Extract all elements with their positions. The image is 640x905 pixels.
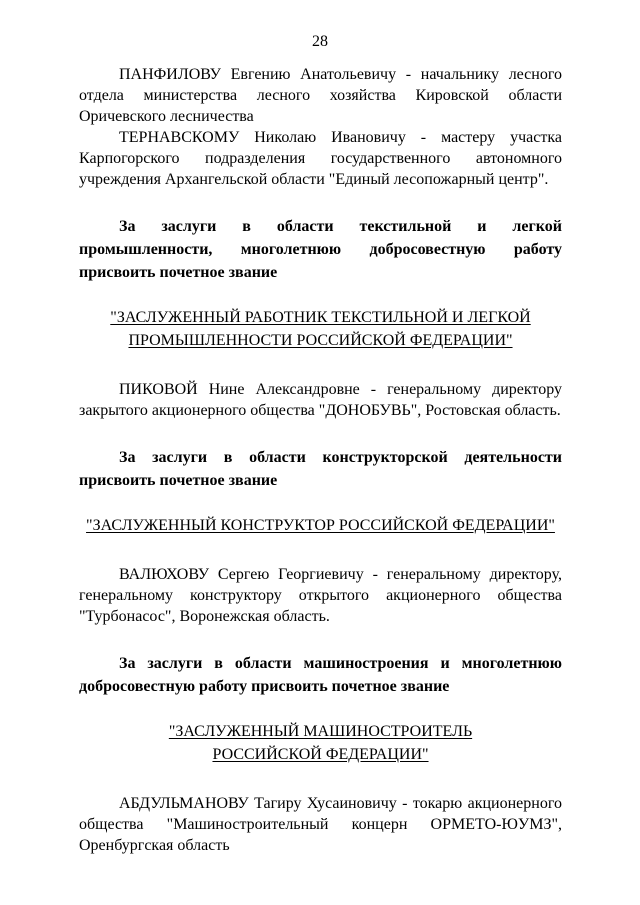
honorary-title [79,720,562,766]
decree-paragraph: За заслуги в области текстильной и легкой промышленности, многолетнюю добросовестную работу присвоить почетное звание [79,218,562,281]
decree-paragraph: За заслуги в области конструкторской деятельности присвоить почетное звание [79,449,562,489]
honorary-title [79,306,562,352]
award-entry: ТЕРНАВСКОМУ Николаю Ивановичу - мастеру участка Карпогорского подразделения государственного автономного учреждения Архангельской области "Единый лесопожарный центр". [79,129,562,188]
honorary-title-line: "ЗАСЛУЖЕННЫЙ КОНСТРУКТОР РОССИЙСКОЙ ФЕДЕРАЦИИ" [86,517,555,534]
decree-paragraph: За заслуги в области машиностроения и многолетнюю добросовестную работу присвоить почетное звание [79,655,562,695]
award-entry: ВАЛЮХОВУ Сергею Георгиевичу - генеральному директору, генеральному конструктору открытого акционерного общества "Турбонасос", Воронежская область. [79,566,562,625]
honorary-title-line: ПРОМЫШЛЕННОСТИ РОССИЙСКОЙ ФЕДЕРАЦИИ" [128,332,513,349]
document-body [79,64,562,856]
award-entry: ПИКОВОЙ Нине Александровне - генеральному директору закрытого акционерного общества "ДОНОБУВЬ", Ростовская область. [79,381,562,419]
award-entry: АБДУЛЬМАНОВУ Тагиру Хусаиновичу - токарю акционерного общества "Машиностроительный концерн ОРМЕТО-ЮУМЗ", Оренбургская область [79,795,562,854]
award-entry: ПАНФИЛОВУ Евгению Анатольевичу - начальнику лесного отдела министерства лесного хозяйства Кировской области Оричевского лесничества [79,66,562,125]
honorary-title-line: "ЗАСЛУЖЕННЫЙ МАШИНОСТРОИТЕЛЬ [168,723,473,740]
page-number: 28 [312,33,328,50]
honorary-title-line: "ЗАСЛУЖЕННЫЙ РАБОТНИК ТЕКСТИЛЬНОЙ И ЛЕГКОЙ [110,309,531,326]
honorary-title-line: РОССИЙСКОЙ ФЕДЕРАЦИИ" [212,746,429,763]
honorary-title [79,514,562,537]
